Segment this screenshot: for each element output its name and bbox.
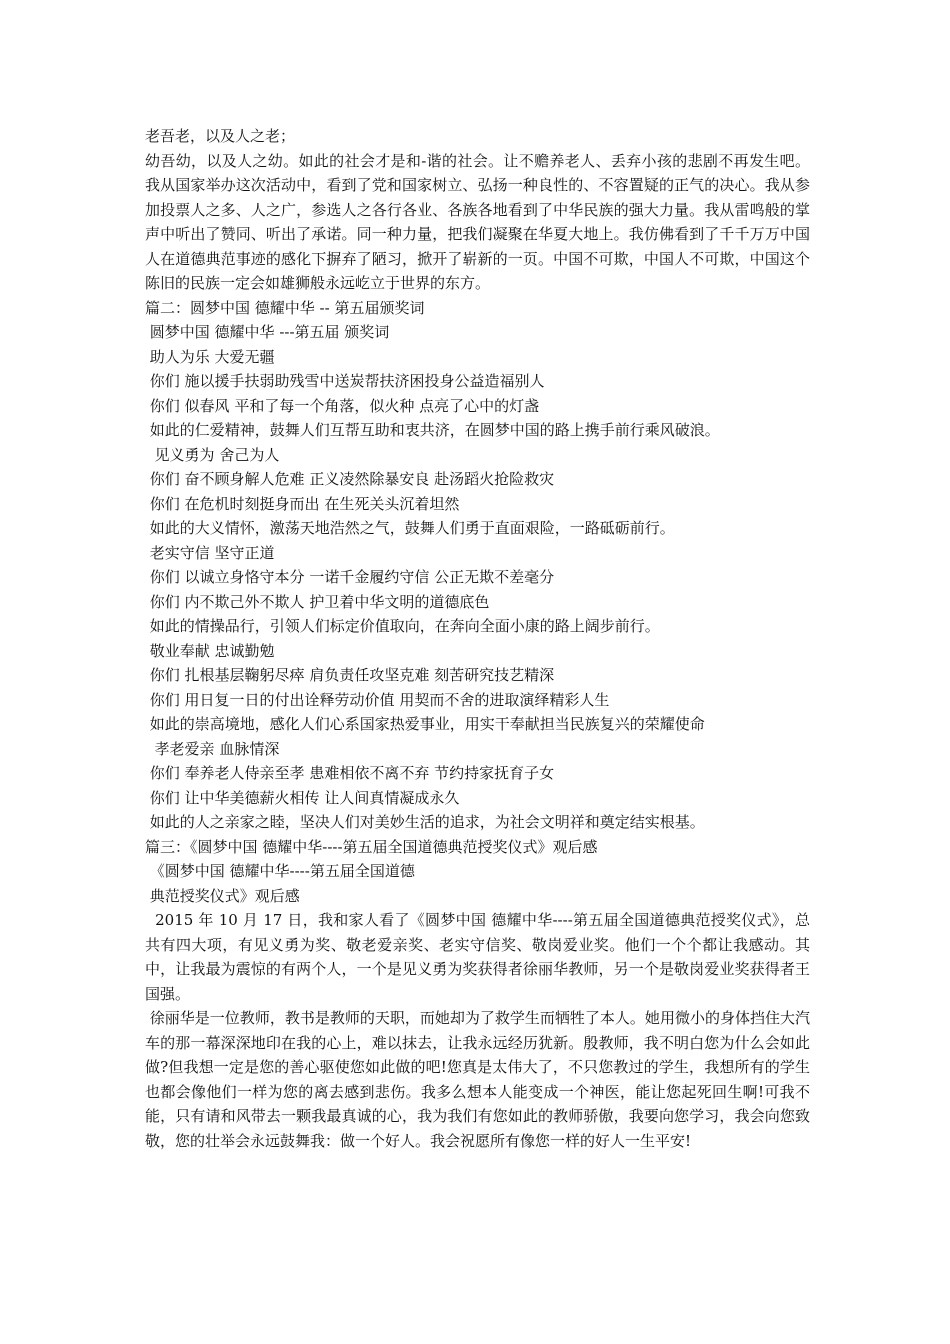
- text-line: 你们 施以援手扶弱助残雪中送炭帮扶济困投身公益造福别人: [145, 372, 545, 390]
- text-line: 孝老爱亲 血脉情深: [145, 739, 280, 758]
- text-line: 你们 奋不顾身解人危难 正义凌然除暴安良 赴汤蹈火抢险救灾: [145, 470, 555, 488]
- text-line: 你们 让中华美德薪火相传 让人间真情凝成永久: [145, 788, 460, 807]
- text-line: 助人为乐 大爱无疆: [145, 347, 275, 366]
- section-heading: 篇二：圆梦中国 德耀中华 -- 第五届颁奖词: [145, 298, 425, 317]
- section-heading: 篇三：《圆梦中国 德耀中华----第五届全国道德典范授奖仪式》观后感: [145, 837, 598, 856]
- text-line: 敬业奉献 忠诚勤勉: [145, 641, 275, 660]
- text-line: 老实守信 坚守正道: [145, 543, 275, 562]
- text-line: 老吾老，以及人之老；: [145, 127, 296, 145]
- text-line: 圆梦中国 德耀中华 ---第五届 颁奖词: [145, 323, 390, 341]
- text-line: 你们 在危机时刻挺身而出 在生死关头沉着坦然: [145, 494, 460, 513]
- text-line: 你们 似春风 平和了每一个角落，似火种 点亮了心中的灯盏: [145, 396, 540, 415]
- text-line: 你们 用日复一日的付出诠释劳动价值 用契而不舍的进取演绎精彩人生: [145, 690, 610, 709]
- document-body: [145, 124, 810, 1153]
- text-line: 你们 内不欺己外不欺人 护卫着中华文明的道德底色: [145, 592, 490, 611]
- text-line: 如此的情操品行，引领人们标定价值取向，在奔向全面小康的路上阔步前行。: [145, 617, 660, 635]
- text-line: 你们 奉养老人侍亲至孝 患难相依不离不弃 节约持家抚育子女: [145, 764, 555, 782]
- text-line: 《圆梦中国 德耀中华----第五届全国道德: [145, 862, 415, 880]
- text-line: 如此的大义情怀，激荡天地浩然之气，鼓舞人们勇于直面艰险，一路砥砺前行。: [145, 519, 675, 537]
- text-line: 你们 以诚立身恪守本分 一诺千金履约守信 公正无欺不差毫分: [145, 568, 555, 586]
- text-paragraph: 徐丽华是一位教师，教书是教师的天职，而她却为了救学生而牺牲了本人。她用微小的身体挡住大汽车的那一幕深深地印在我的心上，难以抹去，让我永远经历犹新。殷教师，我不明白您为什么会如此做?但我想一定是您的善心驱使您如此做的吧!您真是太伟大了，不只您教过的学生，我想所有的学生也都会像他们一样为您的离去感到悲伤。我多么想本人能变成一个神医，能让您起死回生啊!可我不能，只有请和风带去一颗我最真诚的心，我为我们有您如此的教师骄傲，我要向您学习，我会向您致敬，您的壮举会永远鼓舞我：做一个好人。我会祝愿所有像您一样的好人一生平安!: [145, 1009, 810, 1150]
- text-line: 如此的崇高境地，感化人们心系国家热爱事业，用实干奉献担当民族复兴的荣耀使命: [145, 715, 705, 733]
- text-line: 你们 扎根基层鞠躬尽瘁 肩负责任攻坚克难 刻苦研究技艺精深: [145, 666, 555, 684]
- text-line: 如此的仁爱精神，鼓舞人们互帮互助和衷共济，在圆梦中国的路上携手前行乘风破浪。: [145, 421, 720, 439]
- text-paragraph: 2015 年 10 月 17 日，我和家人看了《圆梦中国 德耀中华----第五届全国道德典范授奖仪式》，总共有四大项，有见义勇为奖、敬老爱亲奖、老实守信奖、敬岗爱业奖。他们一个个都让我感动。其中，让我最为震惊的有两个人，一个是见义勇为奖获得者徐丽华教师，另一个是敬岗爱业奖获得者王国强。: [145, 911, 811, 1003]
- text-line: 典范授奖仪式》观后感: [145, 886, 300, 905]
- text-paragraph: 幼吾幼，以及人之幼。如此的社会才是和-谐的社会。让不赡养老人、丢弃小孩的悲剧不再发生吧。我从国家举办这次活动中，看到了党和国家树立、弘扬一种良性的、不容置疑的正气的决心。我从参加投票人之多、人之广，参选人之各行各业、各族各地看到了中华民族的强大力量。我从雷鸣般的掌声中听出了赞同、听出了承诺。同一种力量，把我们凝聚在华夏大地上。我仿佛看到了千千万万中国人在道德典范事迹的感化下摒弃了陋习，掀开了崭新的一页。中国不可欺，中国人不可欺，中国这个陈旧的民族一定会如雄狮般永远屹立于世界的东方。: [145, 151, 810, 292]
- text-line: 如此的人之亲家之睦，坚决人们对美妙生活的追求，为社会文明祥和奠定结实根基。: [145, 813, 705, 831]
- text-line: 见义勇为 舍己为人: [145, 445, 280, 464]
